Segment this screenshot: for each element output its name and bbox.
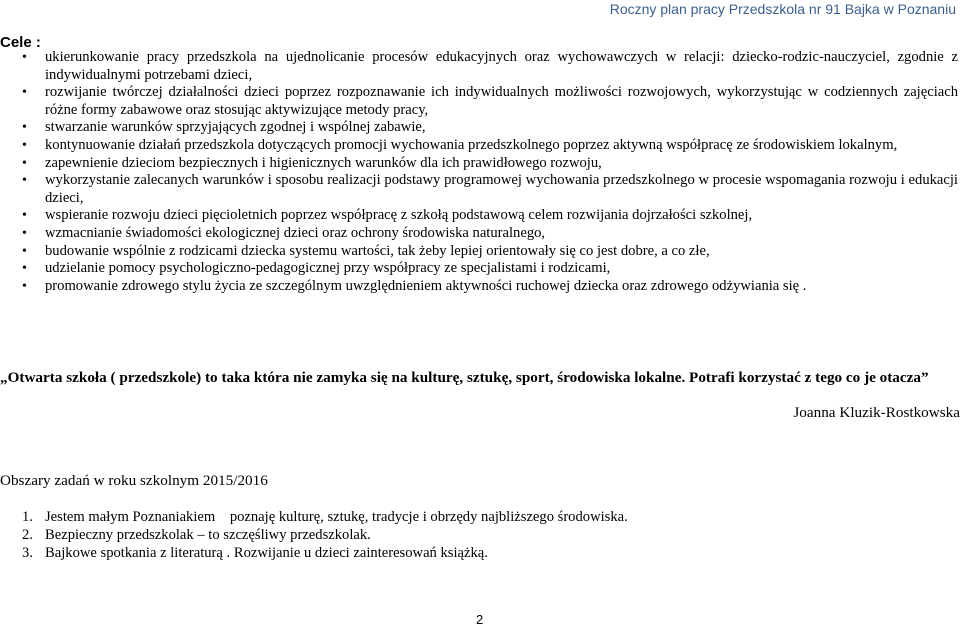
goal-item <box>0 155 960 173</box>
goal-item <box>0 137 960 155</box>
item-number: 2. <box>22 527 33 543</box>
goal-item <box>0 278 960 296</box>
goal-text: wspieranie rozwoju dzieci pięcioletnich poprzez współpracę z szkołą podstawową celem rozwijania dojrzałości szkolnej, <box>45 207 753 224</box>
goal-item <box>0 243 960 261</box>
bullet-icon: • <box>22 50 27 65</box>
goals-list <box>0 49 960 295</box>
bullet-icon: • <box>22 137 27 153</box>
page-number: 2 <box>476 612 484 627</box>
bullet-icon: • <box>22 85 27 101</box>
bullet-icon: • <box>22 243 27 259</box>
goal-text: kontynuowanie działań przedszkola dotyczących promocji wychowania przedszkolnego poprzez aktywną współpracę ze środowiskiem lokalnym, <box>45 136 898 153</box>
goal-text: zapewnienie dzieciom bezpiecznych i higienicznych warunków dla ich prawidłowego rozwoju, <box>45 154 602 171</box>
goal-text: rozwijanie twórczej działalności dzieci poprzez rozpoznawanie ich indywidualnych możliwości rozwojowych, wykorzystując w codziennych zajęciach różne formy zabawowe oraz stosując aktywizujące metody pracy, <box>45 84 958 118</box>
goal-text: wykorzystanie zalecanych warunków i sposobu realizacji podstawy programowej wychowania przedszkolnego w procesie wspomagania rozwoju i edukacji dzieci, <box>45 172 958 206</box>
page-header-title: Roczny plan pracy Przedszkola nr 91 Bajka w Poznaniu <box>609 1 956 17</box>
motto-quote: „Otwarta szkoła ( przedszkole) to taka która nie zamyka się na kulturę, sztukę, sport, środowiska lokalne. Potrafi korzystać z tego co je otacza” <box>0 369 929 386</box>
bullet-icon: • <box>22 120 27 136</box>
task-areas-heading: Obszary zadań w roku szkolnym 2015/2016 <box>0 472 268 489</box>
goal-item <box>0 225 960 243</box>
task-area-item <box>0 526 628 544</box>
goal-text: stwarzanie warunków sprzyjających zgodnej i wspólnej zabawie, <box>45 119 426 136</box>
goal-text: udzielanie pomocy psychologiczno-pedagogicznej przy współpracy ze specjalistami i rodzicami, <box>45 260 611 277</box>
bullet-icon: • <box>22 155 27 171</box>
goal-item <box>0 172 960 207</box>
item-number: 3. <box>22 545 33 561</box>
bullet-icon: • <box>22 225 27 241</box>
goal-item <box>0 49 960 84</box>
task-area-text: Bezpieczny przedszkolak – to szczęśliwy przedszkolak. <box>45 527 371 543</box>
task-area-text: Jestem małym Poznaniakiem poznaję kulturę, sztukę, tradycje i obrzędy najbliższego środowiska. <box>45 509 628 525</box>
goal-item <box>0 260 960 278</box>
task-area-text: Bajkowe spotkania z literaturą . Rozwijanie u dzieci zainteresowań książką. <box>45 545 488 561</box>
bullet-icon: • <box>22 261 27 277</box>
task-area-item <box>0 544 628 562</box>
item-number: 1. <box>22 509 33 525</box>
goal-text: promowanie zdrowego stylu życia ze szczególnym uwzględnieniem aktywności ruchowej dziecka oraz zdrowego odżywiania się . <box>45 277 807 294</box>
bullet-icon: • <box>22 208 27 224</box>
goal-text: wzmacnianie świadomości ekologicznej dzieci oraz ochrony środowiska naturalnego, <box>45 224 546 241</box>
goal-text: budowanie wspólnie z rodzicami dziecka systemu wartości, tak żeby lepiej orientowały się co jest dobre, a co złe, <box>45 242 710 259</box>
quote-author: Joanna Kluzik-Rostkowska <box>793 404 960 421</box>
goal-item <box>0 84 960 119</box>
goal-text: ukierunkowanie pracy przedszkola na ujednolicanie procesów edukacyjnych oraz wychowawczych w relacji: dziecko-rodzic-nauczyciel, zgodnie z indywidualnymi potrzebami dzieci, <box>45 49 958 83</box>
bullet-icon: • <box>22 278 27 294</box>
task-areas-list <box>0 508 628 562</box>
bullet-icon: • <box>22 173 27 189</box>
goals-heading: Cele : <box>0 34 41 51</box>
goal-item <box>0 119 960 137</box>
task-area-item <box>0 508 628 526</box>
goal-item <box>0 207 960 225</box>
